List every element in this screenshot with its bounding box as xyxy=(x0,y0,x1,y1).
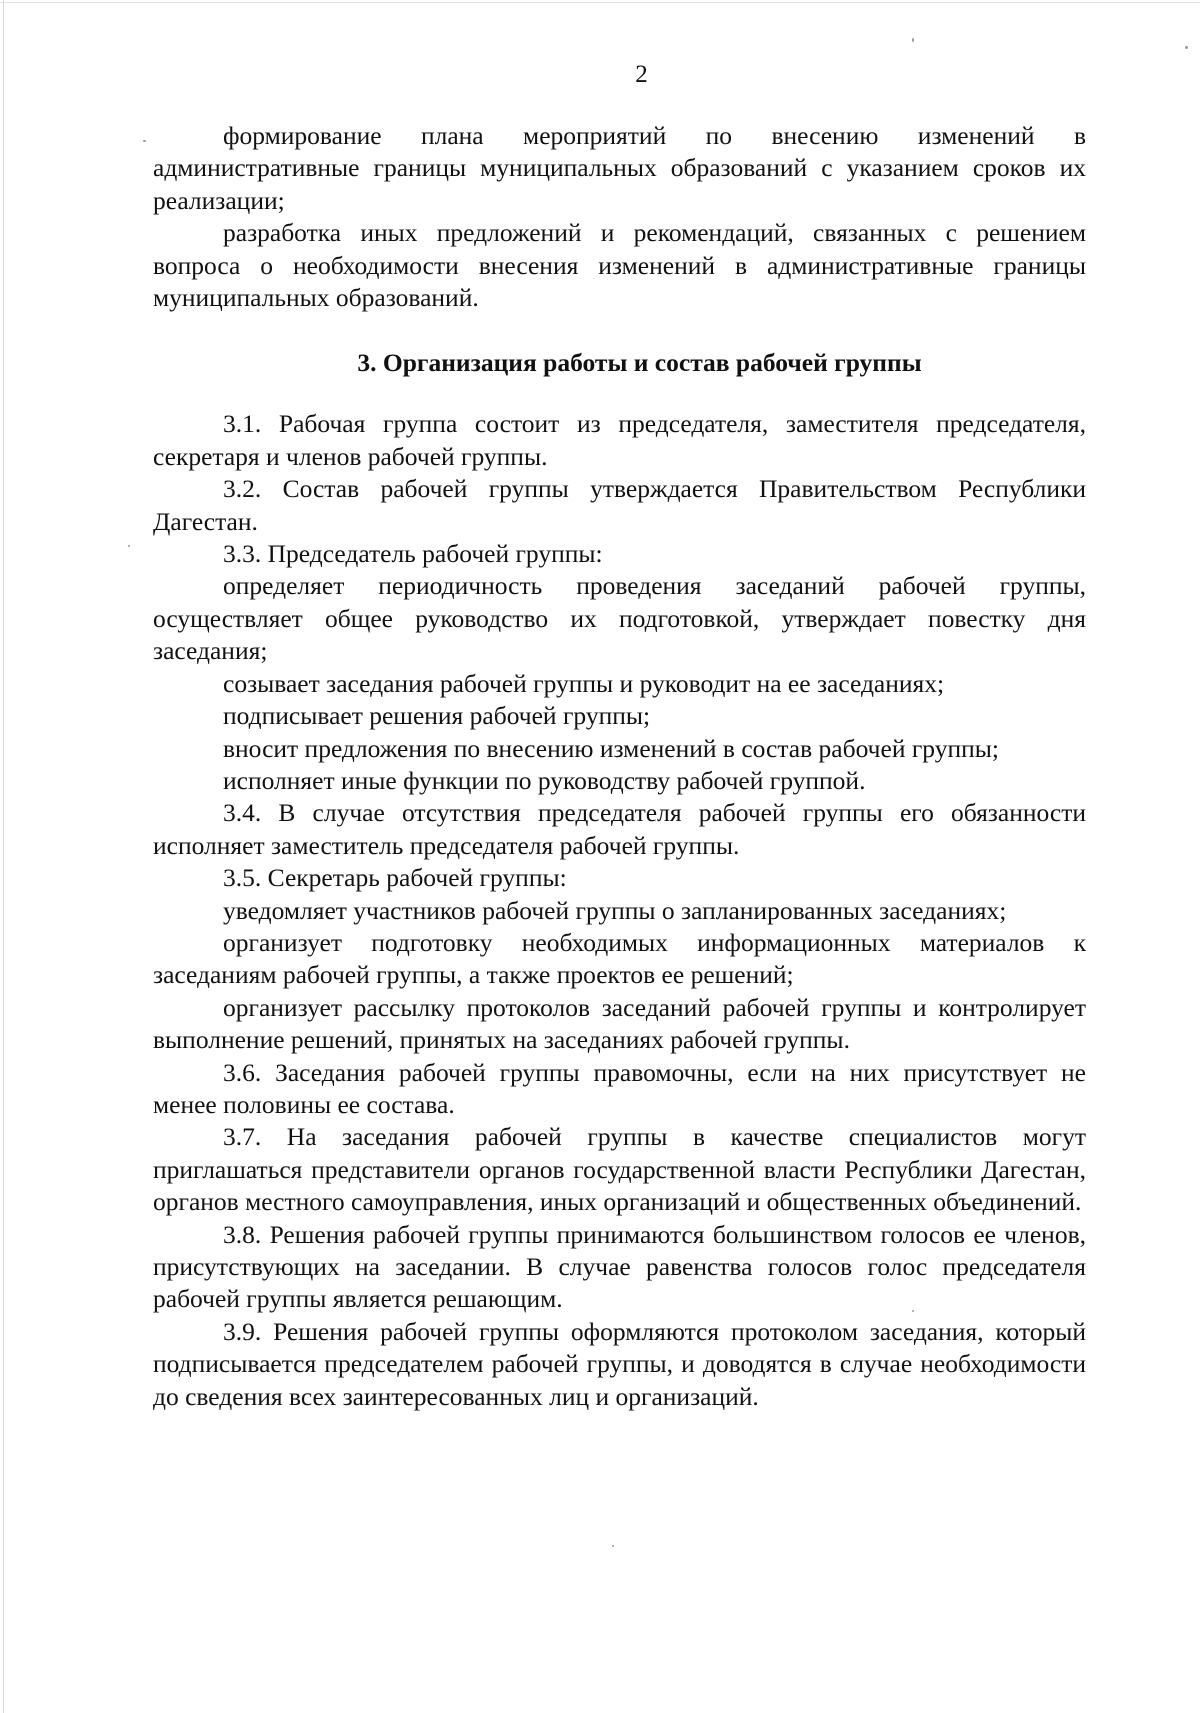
paragraph: подписывает решения рабочей группы; xyxy=(223,701,651,731)
document-body xyxy=(153,120,1086,1413)
page-edge-left xyxy=(3,0,4,1713)
scan-speck xyxy=(143,140,146,142)
paragraph: формирование плана мероприятий по внесению изменений в административные границы муниципальных образований с указанием сроков их реализации; xyxy=(153,121,1086,215)
paragraph: 3.2. Состав рабочей группы утверждается Правительством Республики Дагестан. xyxy=(153,474,1086,536)
paragraph: организует подготовку необходимых информационных материалов к заседаниям рабочей группы, а также проектов ее решений; xyxy=(153,927,1086,990)
section-heading: 3. Организация работы и состав рабочей группы xyxy=(357,348,922,378)
paragraph: 3.8. Решения рабочей группы принимаются большинством голосов ее членов, присутствующих на заседании. В случае равенства голосов голос председателя рабочей группы является решающим. xyxy=(153,1219,1086,1314)
paragraph: вносит предложения по внесению изменений в состав рабочей группы; xyxy=(223,733,999,763)
paragraph: 3.3. Председатель рабочей группы: xyxy=(223,539,603,569)
page-edge-top xyxy=(0,2,1200,3)
paragraph: 3.9. Решения рабочей группы оформляются протоколом заседания, который подписывается председателем рабочей группы, и доводятся в случае необходимости до сведения всех заинтересованных лиц и организаций. xyxy=(153,1316,1086,1411)
paragraph: исполняет иные функции по руководству рабочей группой. xyxy=(223,765,866,795)
paragraph: 3.1. Рабочая группа состоит из председателя, заместителя председателя, секретаря и членов рабочей группы. xyxy=(153,409,1086,471)
paragraph: созывает заседания рабочей группы и руководит на ее заседаниях; xyxy=(223,668,945,698)
scan-speck xyxy=(912,38,914,42)
paragraph: разработка иных предложений и рекомендаций, связанных с решением вопроса о необходимости внесения изменений в административные границы муниципальных образований. xyxy=(153,218,1086,313)
paragraph: 3.4. В случае отсутствия председателя рабочей группы его обязанности исполняет заместитель председателя рабочей группы. xyxy=(153,798,1086,860)
paragraph: 3.5. Секретарь рабочей группы: xyxy=(223,863,567,893)
paragraph: организует рассылку протоколов заседаний рабочей группы и контролирует выполнение решений, принятых на заседаниях рабочей группы. xyxy=(153,992,1086,1055)
paragraph: определяет периодичность проведения заседаний рабочей группы, осуществляет общее руководство их подготовкой, утверждает повестку дня заседания; xyxy=(153,571,1086,666)
scan-speck xyxy=(128,545,130,547)
scan-speck xyxy=(1185,46,1188,49)
page-number: 2 xyxy=(635,61,648,88)
paragraph: 3.6. Заседания рабочей группы правомочны, если на них присутствует не менее половины ее состава. xyxy=(153,1057,1086,1119)
scan-speck xyxy=(912,1310,914,1312)
paragraph: 3.7. На заседания рабочей группы в качестве специалистов могут приглашаться представители органов государственной власти Республики Дагестан, органов местного самоуправления, иных организаций и общественных объединений. xyxy=(153,1122,1086,1217)
scan-speck xyxy=(612,1545,614,1547)
paragraph: уведомляет участников рабочей группы о запланированных заседаниях; xyxy=(223,895,1007,925)
